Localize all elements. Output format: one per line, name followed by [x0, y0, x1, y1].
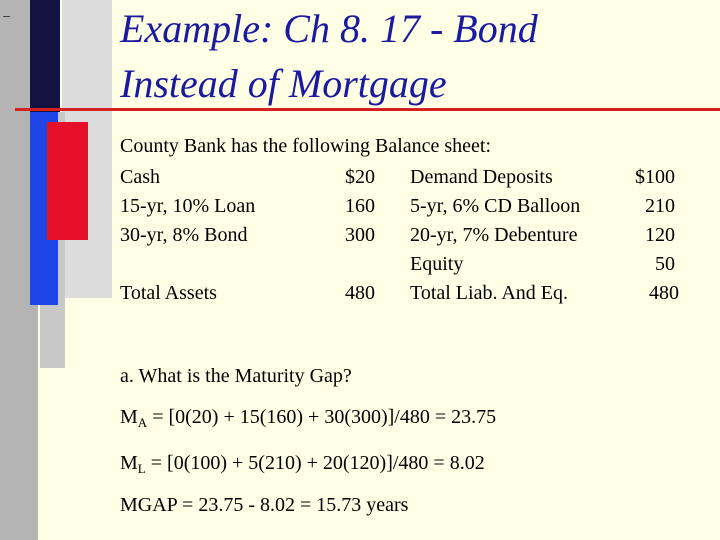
asset-value: $20 — [345, 166, 375, 188]
ma-subscript: A — [137, 415, 148, 430]
liability-name: 5-yr, 6% CD Balloon — [410, 195, 581, 217]
slide-title-line-1: Example: Ch 8. 17 - Bond — [120, 6, 538, 51]
intro-text: County Bank has the following Balance sheet: — [120, 135, 492, 157]
ml-symbol: M — [120, 452, 138, 474]
corner-mark — [3, 16, 10, 17]
ma-symbol: M — [120, 406, 138, 428]
ma-expression: = [0(20) + 15(160) + 30(300)]/480 = 23.75 — [147, 406, 497, 428]
total-liab-value: 480 — [649, 282, 679, 304]
asset-value: 300 — [345, 224, 375, 246]
title-divider — [15, 108, 720, 111]
decor-bar-navy — [30, 0, 60, 112]
ml-subscript: L — [137, 461, 146, 476]
asset-value: 160 — [345, 195, 375, 217]
liability-name: 20-yr, 7% Debenture — [410, 224, 578, 246]
liability-value: $100 — [635, 166, 675, 188]
asset-name: 30-yr, 8% Bond — [120, 224, 248, 246]
liability-value: 210 — [645, 195, 675, 217]
ml-expression: = [0(100) + 5(210) + 20(120)]/480 = 8.02 — [145, 452, 485, 474]
liability-name: Equity — [410, 253, 464, 275]
liability-value: 120 — [645, 224, 675, 246]
asset-name: Cash — [120, 166, 160, 188]
total-assets-label: Total Assets — [120, 282, 217, 304]
total-liab-label: Total Liab. And Eq. — [410, 282, 569, 304]
ml-formula — [120, 452, 485, 476]
slide-title-line-2: Instead of Mortgage — [120, 61, 447, 106]
mgap-formula: MGAP = 23.75 - 8.02 = 15.73 years — [120, 494, 409, 516]
question-text: a. What is the Maturity Gap? — [120, 365, 352, 387]
ma-formula — [120, 406, 497, 430]
asset-name: 15-yr, 10% Loan — [120, 195, 256, 217]
decor-bar-red — [47, 122, 88, 240]
liability-name: Demand Deposits — [410, 166, 553, 188]
total-assets-value: 480 — [345, 282, 375, 304]
liability-value: 50 — [655, 253, 675, 275]
